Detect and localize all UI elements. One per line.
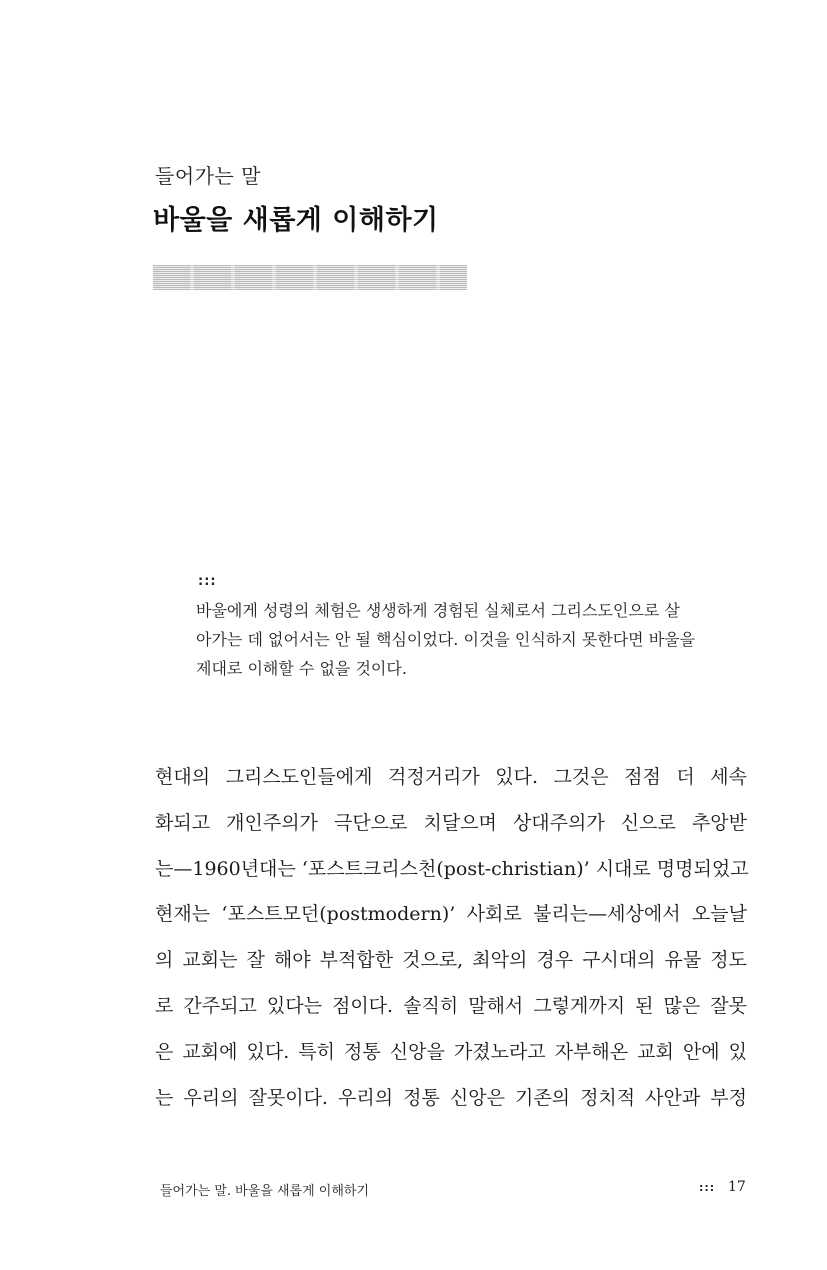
summary-line: 아가는 데 없어서는 안 될 핵심이었다. 이것을 인식하지 못한다면 바울을	[196, 630, 696, 649]
body-line: 화되고 개인주의가 극단으로 치달으며 상대주의가 신으로 추앙받	[155, 811, 747, 834]
body-line: 의 교회는 잘 해야 부적합한 것으로, 최악의 경우 구시대의 유물 정도	[155, 949, 747, 972]
summary-text	[196, 596, 716, 683]
body-line: 현재는 ‘포스트모던(postmodern)’ 사회로 불리는—세상에서 오늘날	[155, 903, 747, 926]
chapter-label: 들어가는 말	[155, 164, 261, 188]
body-line: 는 우리의 잘못이다. 우리의 정통 신앙은 기존의 정치적 사안과 부정	[155, 1086, 747, 1109]
page-number: 17	[728, 1179, 746, 1195]
body-line: 로 간주되고 있다는 점이다. 솔직히 말해서 그렇게까지 된 많은 잘못	[155, 994, 747, 1017]
body-text	[155, 755, 747, 1121]
footer-mark: :::	[699, 1181, 716, 1194]
running-title: 들어가는 말. 바울을 새롭게 이해하기	[160, 1184, 370, 1199]
body-line: 는—1960년대는 ‘포스트크리스천(post-christian)’ 시대로 명명되었고	[155, 857, 749, 880]
body-line: 현대의 그리스도인들에게 걱정거리가 있다. 그것은 점점 더 세속	[155, 766, 747, 788]
summary-mark: :::	[198, 574, 217, 589]
summary-line: 바울에게 성령의 체험은 생생하게 경험된 실체로서 그리스도인으로 살	[196, 601, 680, 620]
summary-line: 제대로 이해할 수 없을 것이다.	[196, 659, 407, 678]
decorative-bar	[153, 265, 467, 290]
chapter-title: 바울을 새롭게 이해하기	[153, 205, 439, 236]
body-line: 은 교회에 있다. 특히 정통 신앙을 가졌노라고 자부해온 교회 안에 있	[155, 1040, 747, 1063]
